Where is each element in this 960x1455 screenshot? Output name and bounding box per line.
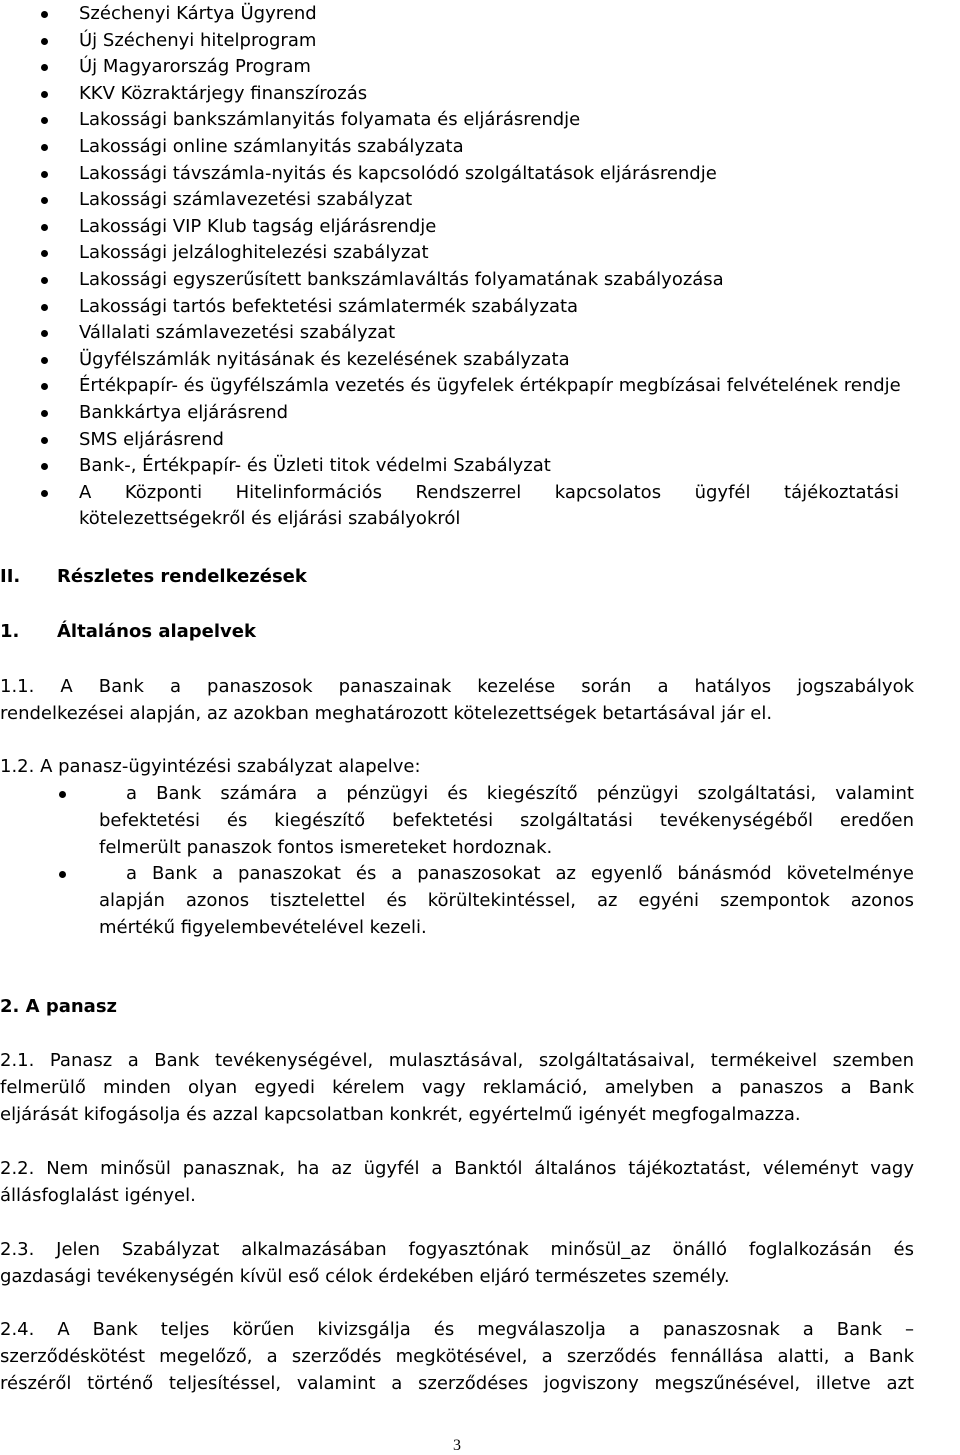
page-number: 3 xyxy=(453,1437,461,1454)
principle-item-a: a Bank számára a pénzügyi és kiegészítő pénzügyi szolgáltatási, valamint befektetési és kiegészítő befektetési szolgáltatási tevékenységéből eredően felmerült panaszok fontos ismereteket hordoznak. xyxy=(99,780,914,861)
paragraph-2-2: 2.2. Nem minősül panasznak, ha az ügyfél a Banktól általános tájékoztatást, véleményt vagy állásfoglalást igényel. xyxy=(0,1158,914,1206)
bullet-icon xyxy=(59,791,66,798)
section-heading-1: 1. Általános alapelvek xyxy=(0,621,256,642)
list-item: Lakossági VIP Klub tagság eljárásrendje xyxy=(0,214,901,241)
list-item: Széchenyi Kártya Ügyrend xyxy=(0,1,901,28)
bullet-icon xyxy=(41,144,48,151)
list-item: Értékpapír- és ügyfélszámla vezetés és ügyfelek értékpapír megbízásai felvételének rendje xyxy=(0,373,901,400)
list-item: Lakossági jelzáloghitelezési szabályzat xyxy=(0,240,901,267)
bullet-icon xyxy=(41,437,48,444)
bullet-icon xyxy=(41,197,48,204)
list-item: KKV Közraktárjegy finanszírozás xyxy=(0,81,901,108)
bullet-icon xyxy=(41,171,48,178)
list-item: Új Magyarország Program xyxy=(0,54,901,81)
list-item: Lakossági távszámla-nyitás és kapcsolódó szolgáltatások eljárásrendje xyxy=(0,161,901,188)
list-item: SMS eljárásrend xyxy=(0,427,901,454)
regulation-list xyxy=(0,1,901,533)
list-item: Bank-, Értékpapír- és Üzleti titok védelmi Szabályzat xyxy=(0,453,901,480)
paragraph-2-4: 2.4. A Bank teljes körűen kivizsgálja és megválaszolja a panaszosnak a Bank – szerződéskötést megelőző, a szerződés megkötésével, a szerződés fennállása alatti, a Bank részéről történő teljesítéssel, valamint a szerződéses jogviszony megszűnésével, illetve azt xyxy=(0,1319,914,1394)
bullet-icon xyxy=(41,383,48,390)
list-item: A Központi Hitelinformációs Rendszerrel kapcsolatos ügyfél tájékoztatási kötelezettségekről és eljárási szabályokról xyxy=(0,480,899,533)
list-item: Lakossági bankszámlanyitás folyamata és eljárásrendje xyxy=(0,107,901,134)
bullet-icon xyxy=(41,224,48,231)
bullet-icon xyxy=(41,330,48,337)
principle-item-b: a Bank a panaszokat és a panaszosokat az egyenlő bánásmód követelménye alapján azonos tisztelettel és körültekintéssel, az egyéni szempontok azonos mértékű figyelembevételével kezeli. xyxy=(99,860,914,941)
bullet-icon xyxy=(41,117,48,124)
bullet-icon xyxy=(41,64,48,71)
bullet-icon xyxy=(41,250,48,257)
paragraph-1-2: 1.2. A panasz-ügyintézési szabályzat alapelve: xyxy=(0,756,421,777)
list-item: Lakossági egyszerűsített bankszámlaváltás folyamatának szabályozása xyxy=(0,267,901,294)
bullet-icon xyxy=(41,277,48,284)
bullet-icon xyxy=(41,11,48,18)
bullet-icon xyxy=(41,463,48,470)
bullet-icon xyxy=(41,304,48,311)
list-item: Új Széchenyi hitelprogram xyxy=(0,28,901,55)
bullet-icon xyxy=(41,357,48,364)
section-heading-ii: II. Részletes rendelkezések xyxy=(0,566,307,587)
list-item: Bankkártya eljárásrend xyxy=(0,400,901,427)
section-heading-2: 2. A panasz xyxy=(0,996,118,1017)
paragraph-2-3: 2.3. Jelen Szabályzat alkalmazásában fogyasztónak minősül_az önálló foglalkozásán és gazdasági tevékenységén kívül eső célok érdekében eljáró természetes személy. xyxy=(0,1239,914,1287)
list-item: Ügyfélszámlák nyitásának és kezelésének szabályzata xyxy=(0,347,901,374)
list-item: Lakossági online számlanyitás szabályzata xyxy=(0,134,901,161)
paragraph-2-1: 2.1. Panasz a Bank tevékenységével, mulasztásával, szolgáltatásaival, termékeivel szemben felmerülő minden olyan egyedi kérelem vagy reklamáció, amelyben a panaszos a Bank eljárását kifogásolja és azzal kapcsolatban konkrét, egyértelmű igényét megfogalmazza. xyxy=(0,1050,914,1125)
list-item: Lakossági tartós befektetési számlatermék szabályzata xyxy=(0,294,901,321)
list-item: Lakossági számlavezetési szabályzat xyxy=(0,187,901,214)
bullet-icon xyxy=(41,490,48,497)
bullet-icon xyxy=(41,410,48,417)
paragraph-1-1: 1.1. A Bank a panaszosok panaszainak kezelése során a hatályos jogszabályok rendelkezései alapján, az azokban meghatározott kötelezettségek betartásával jár el. xyxy=(0,676,914,724)
list-item: Vállalati számlavezetési szabályzat xyxy=(0,320,901,347)
bullet-icon xyxy=(41,38,48,45)
bullet-icon xyxy=(41,91,48,98)
bullet-icon xyxy=(59,871,66,878)
